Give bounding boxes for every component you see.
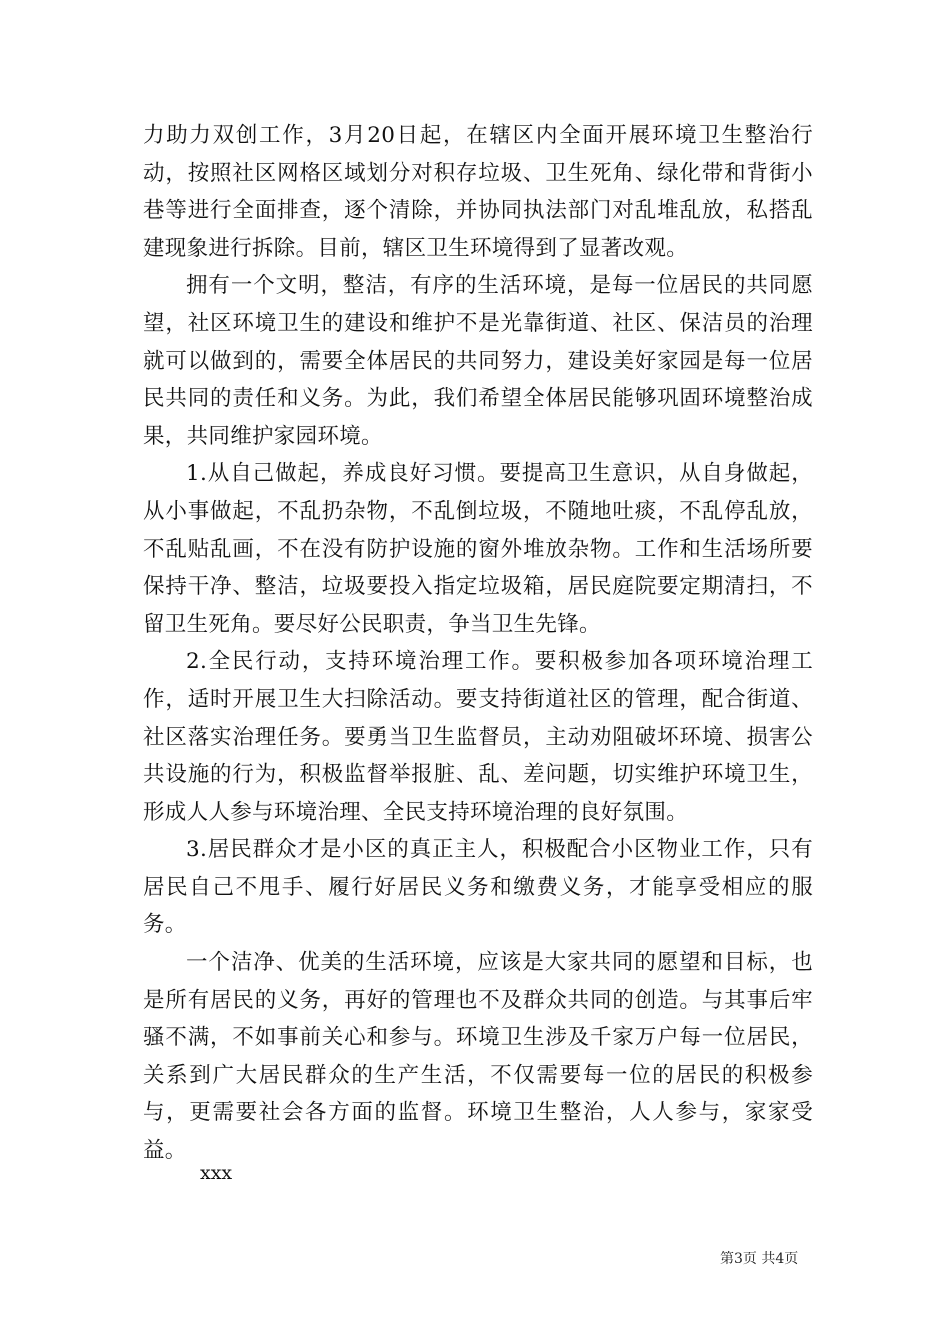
paragraph-shared-wish: 拥有一个文明，整洁，有序的生活环境，是每一位居民的共同愿望，社区环境卫生的建设和维护不是光靠街道、社区、保洁员的治理就可以做到的，需要全体居民的共同努力，建设美好家园是每一位居民共同的责任和义务。为此，我们希望全体居民能够巩固环境整治成果，共同维护家园环境。 [143, 273, 813, 449]
paragraph-item-1: 1.从自己做起，养成良好习惯。要提高卫生意识，从自身做起，从小事做起，不乱扔杂物，不乱倒垃圾，不随地吐痰，不乱停乱放，不乱贴乱画，不在没有防护设施的窗外堆放杂物。工作和生活场所要保持干净、整洁，垃圾要投入指定垃圾箱，居民庭院要定期清扫，不留卫生死角。要尽好公民职责，争当卫生先锋。 [143, 461, 813, 637]
paragraph-item-2: 2.全民行动，支持环境治理工作。要积极参加各项环境治理工作，适时开展卫生大扫除活动。要支持街道社区的管理，配合街道、社区落实治理任务。要勇当卫生监督员，主动劝阻破坏环境、损害公共设施的行为，积极监督举报脏、乱、差问题，切实维护环境卫生，形成人人参与环境治理、全民支持环境治理的良好氛围。 [143, 649, 813, 825]
paragraph-conclusion: 一个洁净、优美的生活环境，应该是大家共同的愿望和目标，也是所有居民的义务，再好的管理也不及群众共同的创造。与其事后牢骚不满，不如事前关心和参与。环境卫生涉及千家万户每一位居民，关系到广大居民群众的生产生活，不仅需要每一位的居民的积极参与，更需要社会各方面的监督。环境卫生整治，人人参与，家家受益。 [143, 950, 813, 1164]
paragraph-item-3: 3.居民群众才是小区的真正主人，积极配合小区物业工作，只有居民自己不甩手、履行好居民义务和缴费义务，才能享受相应的服务。 [143, 837, 813, 938]
signature: xxx [200, 1162, 233, 1184]
page-number-footer: 第3页 共4页 [720, 1251, 799, 1267]
paragraph-continuation: 力助力双创工作，3月20日起，在辖区内全面开展环境卫生整治行动，按照社区网格区域划分对积存垃圾、卫生死角、绿化带和背街小巷等进行全面排查，逐个清除，并协同执法部门对乱堆乱放，私搭乱建现象进行拆除。目前，辖区卫生环境得到了显著改观。 [143, 123, 813, 261]
document-body [143, 117, 813, 1170]
